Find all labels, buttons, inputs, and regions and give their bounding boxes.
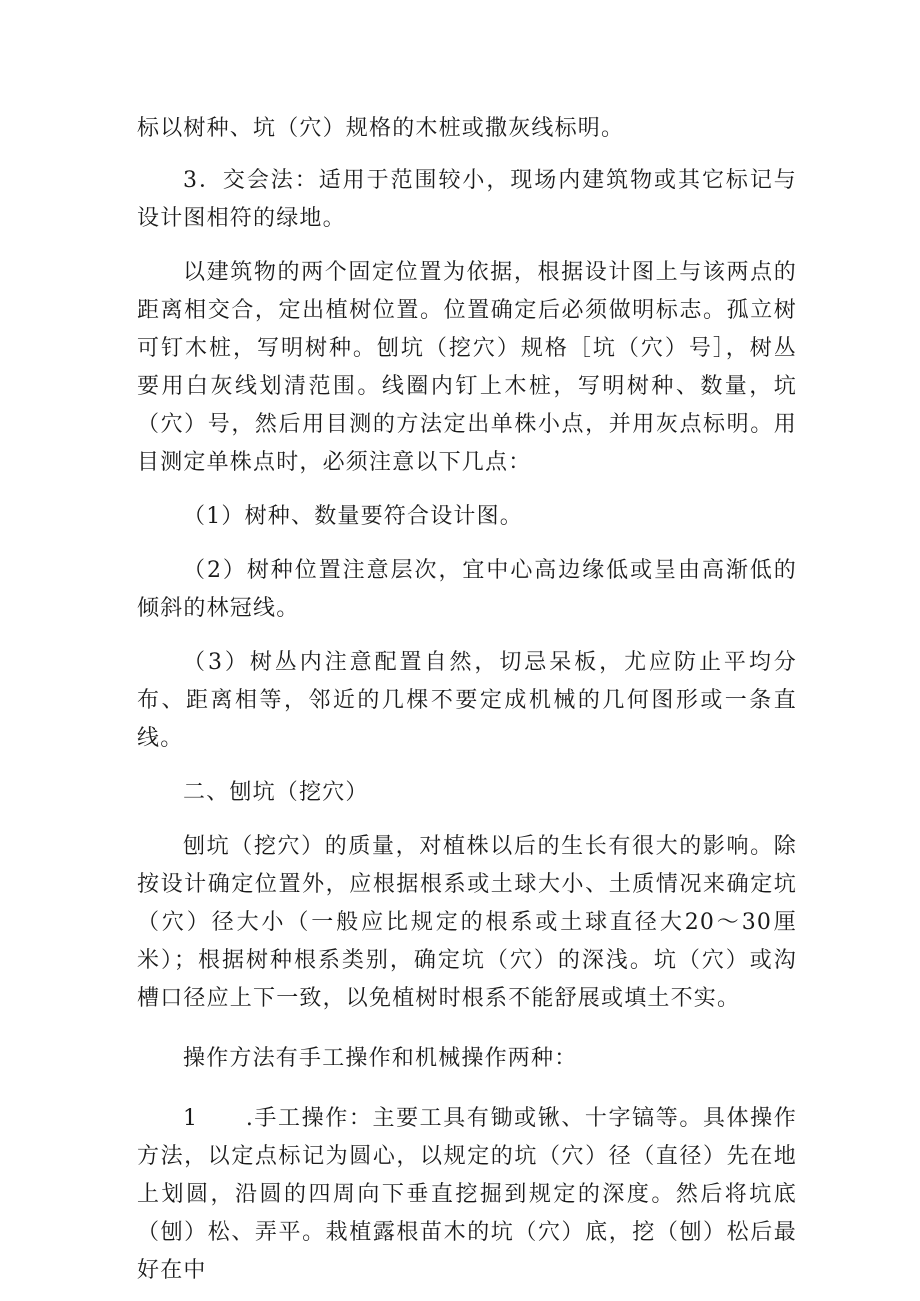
paragraph-digging-quality: 刨坑（挖穴）的质量，对植株以后的生长有很大的影响。除按设计确定位置外，应根据根系或土球大小、土质情况来确定坑（穴）径大小（一般应比规定的根系或土球直径大20～30厘米）；根据树种根系类别，确定坑（穴）的深浅。坑（穴）或沟槽口径应上下一致，以免植树时根系不能舒展或填土不实。 xyxy=(137,834,797,1011)
section-heading-digging: 二、刨坑（挖穴） xyxy=(183,780,369,805)
paragraph-operation-methods: 操作方法有手工操作和机械操作两种： xyxy=(183,1046,578,1071)
list-item-1: （1）树种、数量要符合设计图。 xyxy=(183,504,523,529)
document-body xyxy=(137,110,797,1290)
paragraph-continuation: 标以树种、坑（穴）规格的木桩或撒灰线标明。 xyxy=(137,116,625,141)
paragraph-manual-operation: 1 .手工操作：主要工具有锄或锹、十字镐等。具体操作方法，以定点标记为圆心，以规定的坑（穴）径（直径）先在地上划圆，沿圆的四周向下垂直挖掘到规定的深度。然后将坑底（刨）松、弄平。栽植露根苗木的坑（穴）底，挖（刨）松后最好在中 xyxy=(137,1106,797,1283)
list-item-2: （2）树种位置注意层次，宜中心高边缘低或呈由高渐低的倾斜的林冠线。 xyxy=(137,558,797,621)
list-item-3: （3）树丛内注意配置自然，切忌呆板，尤应防止平均分布、距离相等，邻近的几棵不要定成机械的几何图形或一条直线。 xyxy=(137,650,797,751)
paragraph-building-reference: 以建筑物的两个固定位置为依据，根据设计图上与该两点的距离相交合，定出植树位置。位置确定后必须做明标志。孤立树可钉木桩，写明树种。刨坑（挖穴）规格［坑（穴）号］，树丛要用白灰线划清范围。线圈内钉上木桩，写明树种、数量，坑（穴）号，然后用目测的方法定出单株小点，并用灰点标明。用目测定单株点时，必须注意以下几点： xyxy=(137,260,797,475)
paragraph-intersection-method: 3．交会法：适用于范围较小，现场内建筑物或其它标记与设计图相符的绿地。 xyxy=(137,168,797,231)
